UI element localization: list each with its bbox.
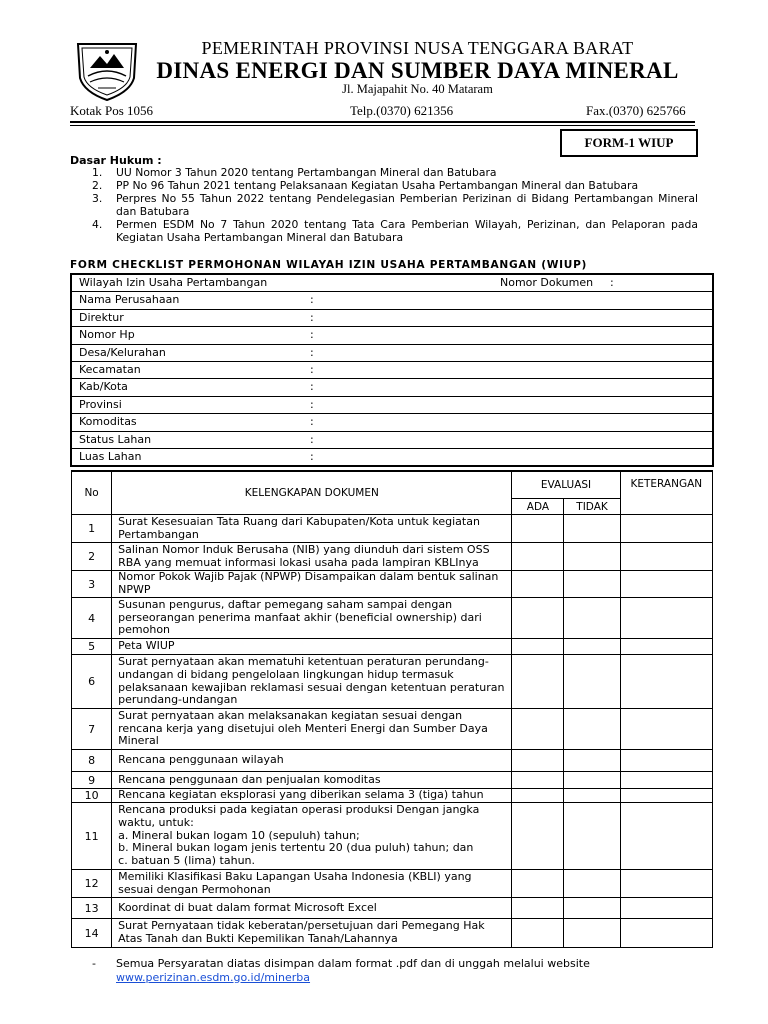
document-number-label: Nomor Dokumen: [500, 276, 594, 289]
wiup-label: Wilayah Izin Usaha Pertambangan: [79, 276, 268, 289]
legal-basis-title: Dasar Hukum :: [70, 154, 162, 167]
checklist-item-text: Memiliki Klasifikasi Baku Lapangan Usaha Indonesia (KBLI) yang sesuai dengan Permohonan: [112, 870, 512, 898]
checklist-item-text: Surat Pernyataan tidak keberatan/persetujuan dari Pemegang Hak Atas Tanah dan Bukti Kepemilikan Tanah/Lahannya: [112, 919, 512, 948]
table-row: 2 Salinan Nomor Induk Berusaha (NIB) yang diunduh dari sistem OSS RBA yang memuat informasi lokasi usaha pada lampiran KBLInya: [72, 543, 713, 571]
applicant-info-table: [70, 273, 714, 467]
tidak-checkbox-cell[interactable]: [564, 750, 620, 772]
tidak-checkbox-cell[interactable]: [564, 571, 620, 598]
checklist-item-text: Surat pernyataan akan mematuhi ketentuan peraturan perundang-undangan di bidang pengelolaan lingkungan hidup termasuk pelaksanaan kewajiban reklamasi sesuai dengan ketentuan peraturan perundang-undangan: [112, 655, 512, 709]
table-row: 12 Memiliki Klasifikasi Baku Lapangan Usaha Indonesia (KBLI) yang sesuai dengan Permohonan: [72, 870, 713, 898]
ada-checkbox-cell[interactable]: [512, 870, 564, 898]
remarks-cell[interactable]: [620, 571, 712, 598]
table-row: 10 Rencana kegiatan eksplorasi yang diberikan selama 3 (tiga) tahun: [72, 789, 713, 803]
remarks-cell[interactable]: [620, 803, 712, 870]
ada-checkbox-cell[interactable]: [512, 709, 564, 750]
header-tidak: TIDAK: [564, 499, 620, 515]
tidak-checkbox-cell[interactable]: [564, 870, 620, 898]
remarks-cell[interactable]: [620, 898, 712, 919]
table-row: 5 Peta WIUP: [72, 639, 713, 655]
legal-basis-item: 4. Permen ESDM No 7 Tahun 2020 tentang Tata Cara Pemberian Wilayah, Perizinan, dan Pelaporan pada Kegiatan Usaha Pertambangan Mineral dan Batubara: [92, 218, 698, 244]
checklist-item-text: Koordinat di buat dalam format Microsoft Excel: [112, 898, 512, 919]
remarks-cell[interactable]: [620, 543, 712, 571]
remarks-cell[interactable]: [620, 772, 712, 789]
form-code-badge: FORM-1 WIUP: [560, 129, 698, 157]
tidak-checkbox-cell[interactable]: [564, 772, 620, 789]
ada-checkbox-cell[interactable]: [512, 598, 564, 639]
ada-checkbox-cell[interactable]: [512, 515, 564, 543]
table-row: 4 Susunan pengurus, daftar pemegang saham sampai dengan perseorangan penerima manfaat akhir (beneficial ownership) dari pemohon: [72, 598, 713, 639]
remarks-cell[interactable]: [620, 870, 712, 898]
checklist-item-text: Rencana penggunaan wilayah: [112, 750, 512, 772]
field-land-area[interactable]: Luas Lahan :: [79, 449, 314, 463]
checklist-item-text: Rencana kegiatan eksplorasi yang diberikan selama 3 (tiga) tahun: [112, 789, 512, 803]
legal-basis-item: 3. Perpres No 55 Tahun 2022 tentang Pendelegasian Pemberian Perizinan di Bidang Pertambangan Mineral dan Batubara: [92, 192, 698, 218]
ada-checkbox-cell[interactable]: [512, 803, 564, 870]
legal-basis-item: 2. PP No 96 Tahun 2021 tentang Pelaksanaan Kegiatan Usaha Pertambangan Mineral dan Batubara: [92, 179, 639, 192]
tidak-checkbox-cell[interactable]: [564, 803, 620, 870]
field-phone[interactable]: Nomor Hp :: [72, 327, 712, 344]
ada-checkbox-cell[interactable]: [512, 543, 564, 571]
letterhead-rule-thin: [70, 125, 695, 126]
tidak-checkbox-cell[interactable]: [564, 655, 620, 709]
field-company-name[interactable]: Nama Perusahaan :: [72, 292, 712, 309]
table-row: 3 Nomor Pokok Wajib Pajak (NPWP) Disampaikan dalam bentuk salinan NPWP: [72, 571, 713, 598]
office-address: Jl. Majapahit No. 40 Mataram: [342, 82, 493, 96]
tidak-checkbox-cell[interactable]: [564, 598, 620, 639]
checklist-item-text: Salinan Nomor Induk Berusaha (NIB) yang diunduh dari sistem OSS RBA yang memuat informasi lokasi usaha pada lampiran KBLInya: [112, 543, 512, 571]
remarks-cell[interactable]: [620, 639, 712, 655]
remarks-cell[interactable]: [620, 655, 712, 709]
minerba-website-link[interactable]: www.perizinan.esdm.go.id/minerba: [116, 970, 311, 984]
table-row: 11 Rencana produksi pada kegiatan operasi produksi Dengan jangka waktu, untuk: a. Mineral bukan logam 10 (sepuluh) tahun; b. Mineral bukan logam jenis tertentu 20 (dua puluh) tahun; dan c. batuan 5 (lima) tahun.: [72, 803, 713, 870]
checklist-item-text: Surat pernyataan akan melaksanakan kegiatan sesuai dengan rencana kerja yang disetujui oleh Menteri Energi dan Sumber Daya Mineral: [112, 709, 512, 750]
table-row: 9 Rencana penggunaan dan penjualan komoditas: [72, 772, 713, 789]
header-ada: ADA: [512, 499, 564, 515]
legal-basis-list: [92, 166, 698, 244]
header-document: KELENGKAPAN DOKUMEN: [112, 471, 512, 515]
remarks-cell[interactable]: [620, 598, 712, 639]
form-title: FORM CHECKLIST PERMOHONAN WILAYAH IZIN USAHA PERTAMBANGAN (WIUP): [70, 259, 588, 271]
footnote-text: Semua Persyaratan diatas disimpan dalam format .pdf dan di unggah melalui website: [116, 957, 590, 970]
tidak-checkbox-cell[interactable]: [564, 515, 620, 543]
checklist-item-text: Rencana penggunaan dan penjualan komoditas: [112, 772, 512, 789]
letterhead-rule-thick: [70, 121, 695, 123]
checklist-item-text: Rencana produksi pada kegiatan operasi produksi Dengan jangka waktu, untuk: a. Mineral bukan logam 10 (sepuluh) tahun; b. Mineral bukan logam jenis tertentu 20 (dua puluh) tahun; dan c. batuan 5 (lima) tahun.: [112, 803, 512, 870]
provincial-emblem-logo: [72, 38, 142, 102]
table-row: 13 Koordinat di buat dalam format Microsoft Excel: [72, 898, 713, 919]
table-row: 8 Rencana penggunaan wilayah: [72, 750, 713, 772]
ada-checkbox-cell[interactable]: [512, 772, 564, 789]
tidak-checkbox-cell[interactable]: [564, 919, 620, 948]
ada-checkbox-cell[interactable]: [512, 789, 564, 803]
document-checklist-table: [71, 470, 713, 948]
ada-checkbox-cell[interactable]: [512, 571, 564, 598]
info-header-row: Wilayah Izin Usaha Pertambangan Nomor Dokumen :: [72, 275, 712, 292]
ada-checkbox-cell[interactable]: [512, 655, 564, 709]
ada-checkbox-cell[interactable]: [512, 919, 564, 948]
ada-checkbox-cell[interactable]: [512, 639, 564, 655]
ada-checkbox-cell[interactable]: [512, 750, 564, 772]
fax-number: Fax.(0370) 625766: [586, 103, 686, 118]
checklist-item-text: Susunan pengurus, daftar pemegang saham sampai dengan perseorangan penerima manfaat akhir (beneficial ownership) dari pemohon: [112, 598, 512, 639]
tidak-checkbox-cell[interactable]: [564, 709, 620, 750]
ada-checkbox-cell[interactable]: [512, 898, 564, 919]
field-village[interactable]: Desa/Kelurahan :: [72, 345, 712, 362]
government-name: PEMERINTAH PROVINSI NUSA TENGGARA BARAT: [201, 38, 634, 58]
tidak-checkbox-cell[interactable]: [564, 789, 620, 803]
header-remarks: KETERANGAN: [620, 471, 712, 515]
department-name: DINAS ENERGI DAN SUMBER DAYA MINERAL: [156, 58, 679, 83]
field-director[interactable]: Direktur :: [72, 310, 712, 327]
field-district[interactable]: Kecamatan :: [72, 362, 712, 379]
checklist-item-text: Peta WIUP: [112, 639, 512, 655]
remarks-cell[interactable]: [620, 919, 712, 948]
header-no: No: [72, 471, 112, 515]
table-row: 14 Surat Pernyataan tidak keberatan/persetujuan dari Pemegang Hak Atas Tanah dan Bukti Kepemilikan Tanah/Lahannya: [72, 919, 713, 948]
tidak-checkbox-cell[interactable]: [564, 898, 620, 919]
header-evaluation: EVALUASI: [512, 471, 620, 499]
tidak-checkbox-cell[interactable]: [564, 639, 620, 655]
field-land-status[interactable]: Status Lahan :: [72, 432, 712, 449]
field-regency[interactable]: Kab/Kota :: [72, 379, 712, 396]
remarks-cell[interactable]: [620, 789, 712, 803]
checklist-item-text: Nomor Pokok Wajib Pajak (NPWP) Disampaikan dalam bentuk salinan NPWP: [112, 571, 512, 598]
remarks-cell[interactable]: [620, 709, 712, 750]
remarks-cell[interactable]: [620, 750, 712, 772]
po-box: Kotak Pos 1056: [70, 103, 154, 118]
tidak-checkbox-cell[interactable]: [564, 543, 620, 571]
legal-basis-item: 1. UU Nomor 3 Tahun 2020 tentang Pertambangan Mineral dan Batubara: [92, 166, 497, 179]
table-row: 1 Surat Kesesuaian Tata Ruang dari Kabupaten/Kota untuk kegiatan Pertambangan: [72, 515, 713, 543]
table-row: 6 Surat pernyataan akan mematuhi ketentuan peraturan perundang-undangan di bidang pengelolaan lingkungan hidup termasuk pelaksanaan kewajiban reklamasi sesuai dengan ketentuan peraturan perundang-undangan: [72, 655, 713, 709]
table-row: 7 Surat pernyataan akan melaksanakan kegiatan sesuai dengan rencana kerja yang disetujui oleh Menteri Energi dan Sumber Daya Mineral: [72, 709, 713, 750]
remarks-cell[interactable]: [620, 515, 712, 543]
field-commodity[interactable]: Komoditas :: [72, 414, 712, 431]
checklist-item-text: Surat Kesesuaian Tata Ruang dari Kabupaten/Kota untuk kegiatan Pertambangan: [112, 515, 512, 543]
phone-number: Telp.(0370) 621356: [350, 103, 454, 118]
field-province[interactable]: Provinsi :: [72, 397, 712, 414]
